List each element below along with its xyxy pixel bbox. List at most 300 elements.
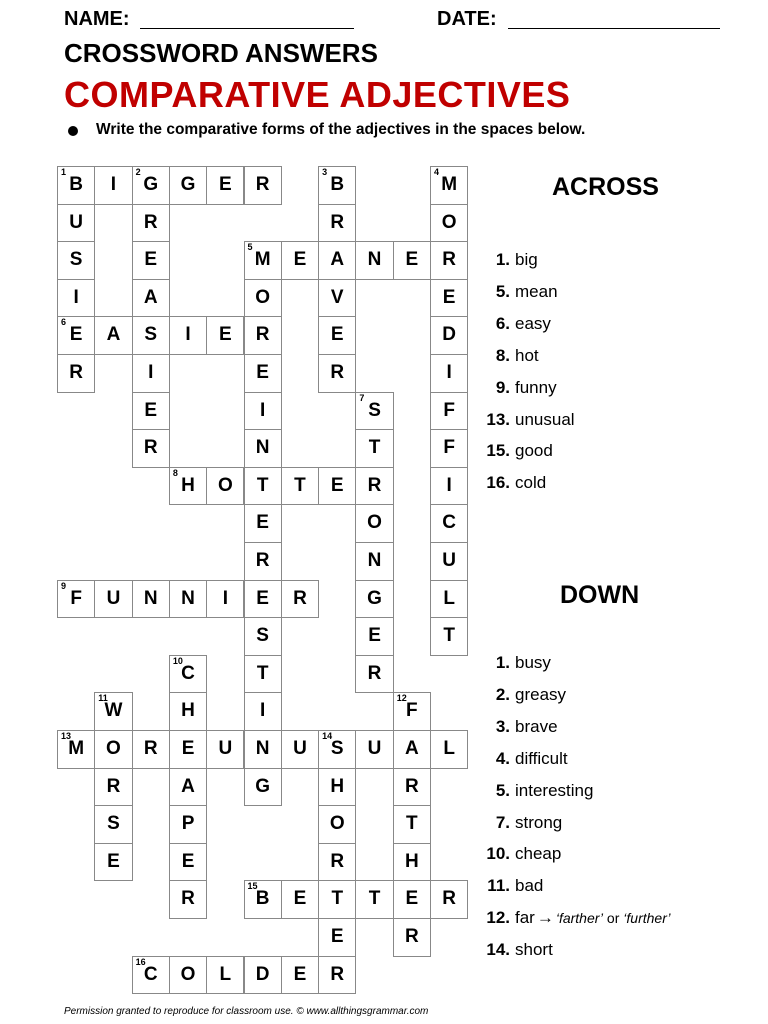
grid-cell[interactable]	[132, 316, 170, 355]
cell-letter: L	[443, 587, 455, 609]
grid-cell[interactable]	[430, 504, 468, 543]
cell-letter: R	[404, 775, 419, 797]
cell-letter: E	[293, 249, 307, 271]
cell-letter: R	[255, 550, 270, 571]
grid-cell[interactable]	[244, 768, 282, 807]
grid-cell[interactable]	[169, 467, 207, 506]
cell-letter: W	[104, 700, 123, 722]
cell-letter: A	[404, 738, 419, 759]
grid-cell[interactable]	[430, 730, 468, 769]
grid-cell[interactable]	[244, 655, 282, 694]
clue-num: 16.	[486, 473, 510, 493]
cell-letter: R	[255, 174, 270, 195]
grid-cell[interactable]	[94, 316, 132, 355]
down-clue	[478, 653, 551, 673]
clue-text: brave	[515, 716, 558, 736]
grid-cell[interactable]	[281, 241, 319, 280]
clue-num: 5.	[495, 281, 510, 301]
clue-number: 8	[172, 467, 178, 478]
cell-letter: R	[330, 850, 345, 872]
cell-letter: G	[367, 587, 382, 609]
clue-num: 4.	[495, 748, 510, 768]
down-clue	[478, 940, 553, 960]
grid-cell[interactable]	[57, 204, 95, 243]
clue-note: ‘farther’ or ‘further’	[555, 910, 671, 927]
grid-cell[interactable]	[430, 429, 468, 468]
cell-letter: U	[442, 550, 457, 571]
grid-cell[interactable]	[132, 580, 170, 619]
grid-cell[interactable]	[206, 166, 244, 205]
cell-letter: E	[218, 324, 232, 346]
cell-letter: R	[330, 211, 345, 233]
cell-letter: N	[255, 738, 270, 759]
grid-cell[interactable]	[169, 730, 207, 769]
grid-cell[interactable]	[318, 843, 356, 882]
cell-letter: O	[367, 512, 382, 534]
grid-cell[interactable]	[430, 617, 468, 656]
clue-number: 5	[247, 242, 253, 253]
cell-letter: B	[69, 174, 84, 195]
down-heading: DOWN	[560, 581, 640, 609]
grid-cell[interactable]	[244, 354, 282, 393]
cell-letter: R	[330, 362, 345, 383]
cell-letter: G	[255, 775, 271, 797]
down-clue	[478, 908, 670, 928]
grid-cell[interactable]	[132, 354, 170, 393]
cell-letter: E	[405, 249, 419, 271]
cell-letter: T	[256, 474, 269, 496]
clue-num: 1.	[495, 653, 510, 672]
grid-cell[interactable]	[281, 956, 319, 995]
grid-cell[interactable]	[430, 166, 468, 205]
cell-letter: O	[217, 474, 233, 496]
clue-num: 9.	[495, 377, 510, 397]
cell-letter: H	[404, 850, 419, 872]
grid-cell[interactable]	[94, 580, 132, 619]
across-clue	[478, 378, 557, 398]
grid-cell[interactable]	[57, 730, 95, 769]
grid-cell[interactable]	[244, 617, 282, 656]
cell-letter: S	[330, 738, 344, 759]
grid-cell[interactable]	[206, 580, 244, 619]
cell-letter: E	[144, 249, 158, 271]
grid-cell[interactable]	[393, 918, 431, 957]
cell-letter: I	[260, 700, 266, 722]
cell-letter: B	[255, 888, 270, 910]
cell-letter: A	[330, 249, 345, 271]
clue-num: 1.	[495, 250, 510, 269]
cell-letter: P	[181, 813, 195, 835]
grid-cell[interactable]	[132, 392, 170, 431]
grid-cell[interactable]	[430, 316, 468, 355]
cell-letter: C	[181, 662, 195, 684]
across-heading: ACROSS	[552, 173, 659, 201]
grid-cell[interactable]	[430, 580, 468, 619]
grid-cell[interactable]	[318, 805, 356, 844]
across-clue	[478, 441, 553, 461]
cell-letter: E	[293, 888, 307, 910]
clue-text: short	[515, 940, 553, 960]
cell-letter: R	[367, 662, 382, 684]
clue-number: 12	[396, 693, 407, 704]
across-clue	[478, 410, 575, 430]
cell-letter: O	[441, 211, 457, 233]
grid-cell[interactable]	[281, 730, 319, 769]
cell-letter: O	[329, 813, 345, 835]
down-clue	[478, 844, 561, 864]
cell-letter: U	[69, 211, 84, 233]
cell-letter: I	[260, 399, 266, 421]
clue-number: 11	[98, 693, 108, 704]
grid-cell[interactable]	[355, 655, 393, 694]
cell-letter: N	[181, 587, 195, 609]
cell-letter: V	[330, 286, 344, 308]
grid-cell[interactable]	[244, 392, 282, 431]
cell-letter: E	[69, 324, 83, 346]
cell-letter: R	[442, 888, 457, 910]
grid-cell[interactable]	[430, 542, 468, 581]
grid-cell[interactable]	[244, 279, 282, 318]
cell-letter: E	[442, 286, 456, 308]
grid-cell[interactable]	[355, 467, 393, 506]
grid-cell[interactable]	[281, 467, 319, 506]
grid-cell[interactable]	[244, 580, 282, 619]
grid-cell[interactable]	[318, 730, 356, 769]
cell-letter: R	[330, 963, 345, 985]
grid-cell[interactable]	[244, 692, 282, 731]
clue-text: unusual	[515, 409, 575, 429]
cell-letter: S	[69, 249, 83, 271]
clue-text: hot	[515, 345, 539, 365]
cell-letter: U	[106, 587, 121, 609]
grid-cell[interactable]	[318, 241, 356, 280]
down-clue	[478, 749, 568, 769]
across-clue	[478, 282, 558, 302]
grid-cell[interactable]	[244, 467, 282, 506]
clue-num: 11.	[487, 876, 510, 896]
cell-letter: I	[446, 362, 452, 383]
cell-letter: I	[446, 474, 452, 496]
cell-letter: E	[330, 324, 344, 346]
grid-cell[interactable]	[57, 166, 95, 205]
clue-num: 7.	[495, 812, 510, 832]
grid-cell[interactable]	[318, 956, 356, 995]
across-clue	[478, 250, 538, 270]
cell-letter: D	[255, 963, 270, 985]
clue-number: 16	[135, 956, 146, 967]
grid-cell[interactable]	[355, 730, 393, 769]
grid-cell[interactable]	[169, 843, 207, 882]
cell-letter: I	[222, 587, 228, 609]
grid-cell[interactable]	[355, 880, 393, 919]
grid-cell[interactable]	[355, 542, 393, 581]
page-subtitle: COMPARATIVE ADJECTIVES	[64, 74, 571, 115]
grid-cell[interactable]	[355, 504, 393, 543]
down-clue	[478, 717, 558, 737]
cell-letter: T	[443, 625, 455, 647]
grid-cell[interactable]	[318, 467, 356, 506]
grid-cell[interactable]	[132, 241, 170, 280]
down-clue	[478, 781, 593, 801]
grid-cell[interactable]	[57, 580, 95, 619]
cell-letter: S	[368, 399, 381, 421]
cell-letter: U	[293, 738, 307, 759]
grid-cell[interactable]	[206, 316, 244, 355]
clue-num: 15.	[486, 441, 510, 461]
cell-letter: S	[107, 813, 120, 835]
clue-text: cheap	[515, 844, 562, 864]
clue-num: 3.	[495, 716, 510, 736]
cell-letter: O	[255, 286, 271, 308]
grid-cell[interactable]	[318, 354, 356, 393]
grid-cell[interactable]	[355, 617, 393, 656]
cell-letter: O	[106, 738, 121, 759]
cell-letter: C	[143, 963, 158, 985]
page-title: CROSSWORD ANSWERS	[64, 38, 378, 68]
grid-cell[interactable]	[393, 880, 431, 919]
cell-letter: T	[331, 888, 344, 910]
clue-num: 2.	[495, 684, 510, 704]
cell-letter: C	[442, 512, 457, 534]
grid-cell[interactable]	[169, 692, 207, 731]
grid-cell[interactable]	[206, 730, 244, 769]
grid-cell[interactable]	[132, 204, 170, 243]
grid-cell[interactable]	[169, 580, 207, 619]
cell-letter: E	[181, 738, 195, 759]
grid-cell[interactable]	[132, 166, 170, 205]
arrow-right-icon: →	[536, 908, 554, 928]
grid-cell[interactable]	[393, 730, 431, 769]
cell-letter: R	[106, 775, 121, 797]
clue-text: big	[515, 250, 538, 269]
cell-letter: R	[367, 474, 382, 496]
grid-cell[interactable]	[355, 241, 393, 280]
clue-number: 3	[322, 167, 328, 177]
cell-letter: H	[181, 700, 195, 722]
clue-text: difficult	[515, 748, 568, 768]
grid-cell[interactable]	[393, 241, 431, 280]
cell-letter: G	[180, 174, 196, 195]
cell-letter: H	[330, 775, 345, 797]
cell-letter: R	[143, 738, 158, 759]
cell-letter: B	[330, 174, 345, 195]
cell-letter: F	[70, 587, 82, 609]
clue-number: 1	[61, 167, 67, 177]
grid-cell[interactable]	[355, 580, 393, 619]
cell-letter: R	[442, 249, 457, 271]
grid-cell[interactable]	[94, 166, 132, 205]
grid-cell[interactable]	[169, 166, 207, 205]
grid-cell[interactable]	[94, 730, 132, 769]
clue-text: easy	[515, 313, 551, 333]
footer-permission: Permission granted to reproduce for classroom use. © www.allthingsgrammar.com	[64, 1006, 429, 1017]
cell-letter: U	[367, 738, 382, 759]
grid-cell[interactable]	[393, 843, 431, 882]
grid-cell[interactable]	[206, 956, 244, 995]
grid-cell[interactable]	[281, 880, 319, 919]
grid-cell[interactable]	[94, 843, 132, 882]
cell-letter: R	[404, 926, 419, 947]
grid-cell[interactable]	[318, 166, 356, 205]
clue-text: cold	[515, 473, 547, 493]
clue-num: 13.	[486, 409, 510, 429]
cell-letter: R	[181, 888, 195, 910]
grid-cell[interactable]	[318, 279, 356, 318]
across-clue	[478, 346, 539, 366]
cell-letter: E	[330, 926, 344, 947]
grid-cell[interactable]	[132, 279, 170, 318]
grid-cell[interactable]	[281, 580, 319, 619]
cell-letter: I	[185, 324, 191, 346]
grid-cell[interactable]	[430, 880, 468, 919]
grid-cell[interactable]	[132, 956, 170, 995]
cell-letter: T	[406, 813, 418, 835]
grid-cell[interactable]	[94, 692, 132, 731]
cell-letter: N	[255, 437, 270, 459]
grid-cell[interactable]	[355, 429, 393, 468]
across-clue	[478, 473, 546, 493]
grid-cell[interactable]	[169, 956, 207, 995]
grid-cell[interactable]	[132, 730, 170, 769]
cell-letter: E	[293, 963, 307, 985]
clue-number: 2	[135, 167, 141, 177]
clue-number: 13	[61, 731, 72, 741]
across-clue	[478, 314, 551, 334]
grid-cell[interactable]	[169, 880, 207, 919]
grid-cell[interactable]	[393, 805, 431, 844]
clue-number: 9	[61, 580, 67, 591]
grid-cell[interactable]	[244, 730, 282, 769]
cell-letter: U	[218, 738, 233, 759]
cell-letter: T	[368, 888, 381, 910]
grid-cell[interactable]	[318, 204, 356, 243]
clue-text: far	[515, 908, 535, 928]
cell-letter: R	[69, 362, 84, 383]
clue-number: 10	[172, 655, 183, 666]
down-clue	[478, 813, 562, 833]
grid-cell[interactable]	[57, 354, 95, 393]
grid-cell[interactable]	[206, 467, 244, 506]
clue-num: 6.	[495, 313, 510, 333]
grid-cell[interactable]	[244, 956, 282, 995]
cell-letter: L	[443, 738, 455, 759]
cell-letter: E	[368, 625, 381, 647]
grid-cell[interactable]	[57, 279, 95, 318]
clue-number: 7	[359, 392, 365, 403]
clue-text: mean	[515, 281, 558, 301]
clue-text: greasy	[515, 684, 567, 704]
clue-text: interesting	[515, 780, 594, 800]
cell-letter: H	[181, 474, 195, 496]
cell-letter: E	[256, 587, 269, 609]
cell-letter: N	[143, 587, 158, 609]
grid-cell[interactable]	[318, 880, 356, 919]
grid-cell[interactable]	[94, 805, 132, 844]
cell-letter: E	[256, 362, 269, 383]
cell-letter: T	[294, 474, 306, 496]
down-clue	[478, 685, 566, 705]
cell-letter: F	[443, 399, 455, 421]
cell-letter: G	[143, 174, 159, 195]
grid-cell[interactable]	[318, 768, 356, 807]
grid-cell[interactable]	[430, 279, 468, 318]
cell-letter: M	[68, 738, 85, 759]
grid-cell[interactable]	[318, 316, 356, 355]
grid-cell[interactable]	[169, 805, 207, 844]
clue-text: strong	[515, 812, 563, 832]
grid-cell[interactable]	[244, 316, 282, 355]
grid-cell[interactable]	[430, 241, 468, 280]
grid-cell[interactable]	[430, 354, 468, 393]
clue-num: 5.	[495, 780, 510, 800]
cell-letter: S	[144, 324, 158, 346]
grid-cell[interactable]	[169, 316, 207, 355]
cell-letter: N	[367, 550, 382, 571]
clue-number: 4	[434, 167, 440, 177]
cell-letter: R	[255, 324, 270, 346]
clue-text: busy	[515, 653, 551, 672]
cell-letter: S	[256, 625, 269, 647]
clue-num: 8.	[495, 345, 510, 365]
cell-letter: F	[443, 437, 455, 459]
clue-text: bad	[515, 876, 544, 896]
cell-letter: R	[293, 587, 307, 609]
cell-letter: I	[110, 174, 117, 195]
grid-cell[interactable]	[94, 768, 132, 807]
grid-cell[interactable]	[57, 316, 95, 355]
clue-number: 14	[322, 731, 333, 741]
grid-cell[interactable]	[57, 241, 95, 280]
clue-text: funny	[515, 377, 557, 397]
cell-letter: T	[256, 662, 269, 684]
cell-letter: E	[181, 850, 195, 872]
grid-cell[interactable]	[355, 392, 393, 431]
cell-letter: R	[143, 437, 158, 459]
grid-cell[interactable]	[169, 655, 207, 694]
cell-letter: I	[148, 362, 154, 383]
cell-letter: M	[254, 249, 271, 271]
cell-letter: E	[144, 399, 158, 421]
grid-cell[interactable]	[318, 918, 356, 957]
grid-cell[interactable]	[244, 504, 282, 543]
grid-cell[interactable]	[132, 429, 170, 468]
grid-cell[interactable]	[430, 204, 468, 243]
cell-letter: E	[218, 174, 232, 195]
cell-letter: E	[330, 474, 344, 496]
grid-cell[interactable]	[244, 542, 282, 581]
cell-letter: N	[367, 249, 382, 271]
grid-cell[interactable]	[430, 467, 468, 506]
clue-num: 10.	[486, 844, 510, 864]
cell-letter: F	[406, 700, 418, 722]
grid-cell[interactable]	[169, 768, 207, 807]
clue-number: 6	[61, 317, 67, 328]
cell-letter: D	[442, 324, 457, 346]
cell-letter: I	[73, 286, 79, 308]
grid-cell[interactable]	[244, 241, 282, 280]
cell-letter: A	[181, 775, 195, 797]
clue-num: 14.	[486, 940, 510, 960]
grid-cell[interactable]	[430, 392, 468, 431]
grid-cell[interactable]	[393, 768, 431, 807]
cell-letter: M	[441, 174, 458, 195]
grid-cell[interactable]	[244, 880, 282, 919]
cell-letter: A	[143, 286, 158, 308]
cell-letter: L	[219, 963, 232, 985]
grid-cell[interactable]	[244, 166, 282, 205]
grid-cell[interactable]	[393, 692, 431, 731]
grid-cell[interactable]	[244, 429, 282, 468]
